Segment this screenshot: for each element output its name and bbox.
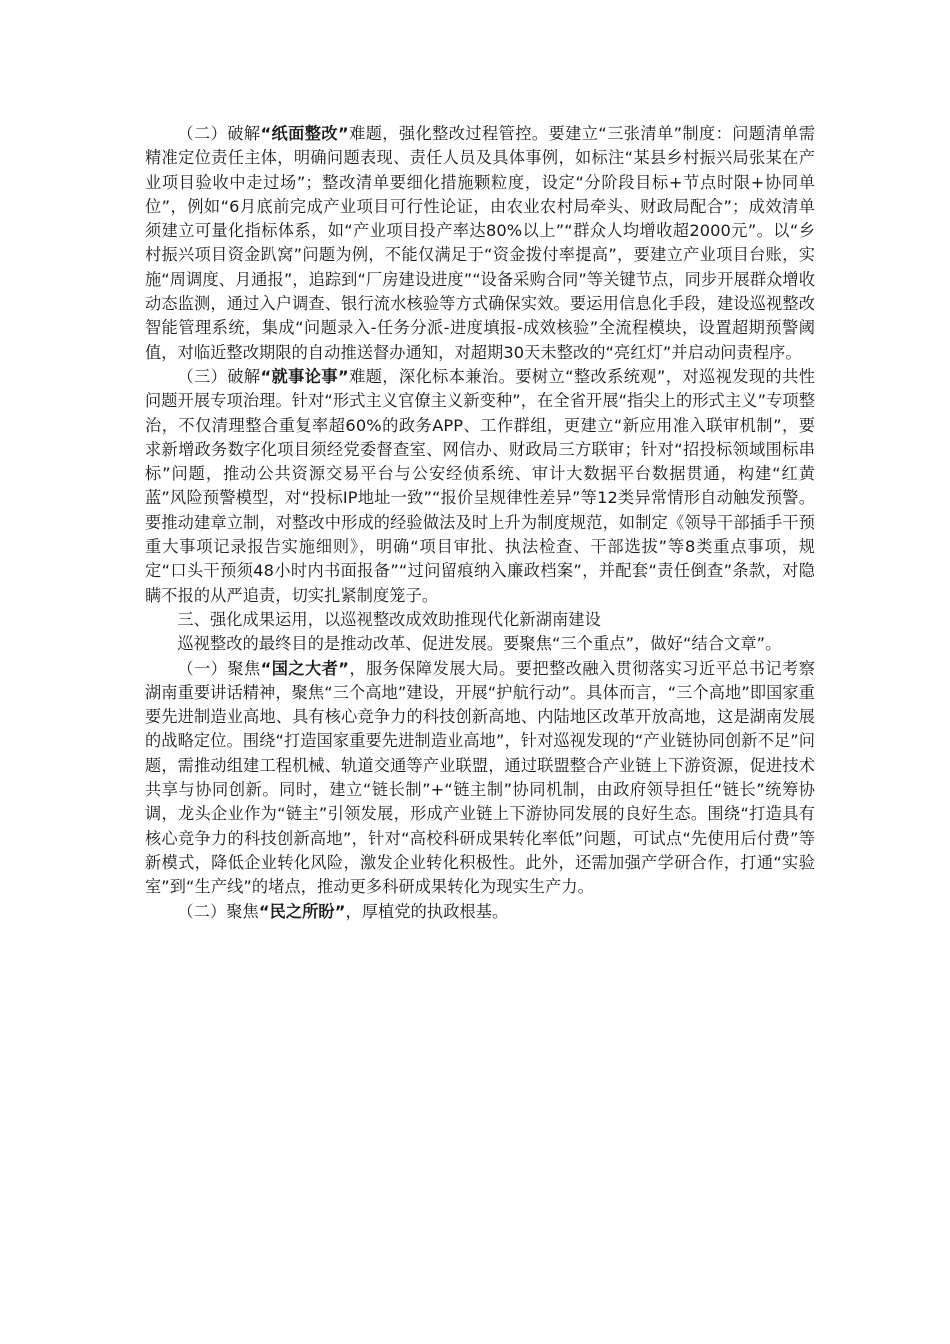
paragraph-lead: （一）聚焦 bbox=[177, 658, 261, 678]
paragraph-text: ，厚植党的执政根基。 bbox=[345, 901, 509, 921]
paragraph-section-intro bbox=[145, 632, 815, 656]
paragraph-two-paper-rectification bbox=[145, 122, 815, 365]
paragraph-text: ，服务保障发展大局。要把整改融入贯彻落实习近平总书记考察湖南重要讲话精神，聚焦“三个高地”建设，开展“护航行动”。具体而言，“三个高地”即国家重要先进制造业高地、具有核心竞争力的科技创新高地、内陆地区改革开放高地，这是湖南发展的战略定位。围绕“打造国家重要先进制造业高地”，针对巡视发现的“产业链协同创新不足”问题，需推动组建工程机械、轨道交通等产业联盟，通过联盟整合产业链上下游资源，促进技术共享与协同创新。同时，建立“链长制”+“链主制”协同机制，由政府领导担任“链长”统筹协调，龙头企业作为“链主”引领发展，形成产业链上下游协同发展的良好生态。围绕“打造具有核心竞争力的科技创新高地”，针对“高校科研成果转化率低”问题，可试点“先使用后付费”等新模式，降低企业转化风险，激发企业转化积极性。此外，还需加强产学研合作，打通“实验室”到“生产线”的堵点，推动更多科研成果转化为现实生产力。 bbox=[145, 658, 815, 897]
section-heading-three bbox=[145, 608, 815, 632]
section-heading-text: 三、强化成果运用，以巡视整改成效助推现代化新湖南建设 bbox=[177, 609, 601, 629]
paragraph-keyword: “民之所盼” bbox=[258, 901, 346, 921]
paragraph-lead: （二）聚焦 bbox=[177, 901, 259, 921]
document-body bbox=[145, 122, 815, 924]
paragraph-keyword: “纸面整改” bbox=[260, 124, 349, 143]
paragraph-keyword: “就事论事” bbox=[260, 366, 349, 386]
paragraph-one-national-priorities bbox=[145, 657, 815, 900]
paragraph-text: 巡视整改的最终目的是推动改革、促进发展。要聚焦“三个重点”，做好“结合文章”。 bbox=[177, 634, 782, 654]
paragraph-three-case-by-case bbox=[145, 365, 815, 608]
paragraph-text: 难题，强化整改过程管控。要建立“三张清单”制度：问题清单需精准定位责任主体，明确问题表现、责任人员及具体事例，如标注“某县乡村振兴局张某在产业项目验收中走过场”；整改清单要细化措施颗粒度，设定“分阶段目标+节点时限+协同单位”，例如“6月底前完成产业项目可行性论证，由农业农村局牵头、财政局配合”；成效清单须建立可量化指标体系，如“产业项目投产率达80%以上”“群众人均增收超2000元”。以“乡村振兴项目资金趴窝”问题为例，不能仅满足于“资金拨付率提高”，要建立产业项目台账，实施“周调度、月通报”，追踪到“厂房建设进度”“设备采购合同”等关键节点，同步开展群众增收动态监测，通过入户调查、银行流水核验等方式确保实效。要运用信息化手段，建设巡视整改智能管理系统，集成“问题录入-任务分派-进度填报-成效核验”全流程模块，设置超期预警阈值，对临近整改期限的自动推送督办通知，对超期30天未整改的“亮红灯”并启动问责程序。 bbox=[145, 124, 815, 362]
paragraph-two-public-expectations bbox=[145, 900, 815, 924]
paragraph-lead: （三）破解 bbox=[177, 366, 261, 386]
paragraph-lead: （二）破解 bbox=[177, 124, 261, 143]
paragraph-text: 难题，深化标本兼治。要树立“整改系统观”，对巡视发现的共性问题开展专项治理。针对“形式主义官僚主义新变种”，在全省开展“指尖上的形式主义”专项整治，不仅清理整合重复率超60%的政务APP、工作群组，更建立“新应用准入联审机制”，要求新增政务数字化项目须经党委督查室、网信办、财政局三方联审；针对“招投标领域围标串标”问题，推动公共资源交易平台与公安经侦系统、审计大数据平台数据贯通，构建“红黄蓝”风险预警模型，对“投标IP地址一致”“报价呈规律性差异”等12类异常情形自动触发预警。要推动建章立制，对整改中形成的经验做法及时上升为制度规范，如制定《领导干部插手干预重大事项记录报告实施细则》，明确“项目审批、执法检查、干部选拔”等8类重点事项，规定“口头干预须48小时内书面报备”“过问留痕纳入廉政档案”，并配套“责任倒查”条款，对隐瞒不报的从严追责，切实扎紧制度笼子。 bbox=[145, 366, 815, 605]
paragraph-keyword: “国之大者” bbox=[260, 658, 350, 678]
